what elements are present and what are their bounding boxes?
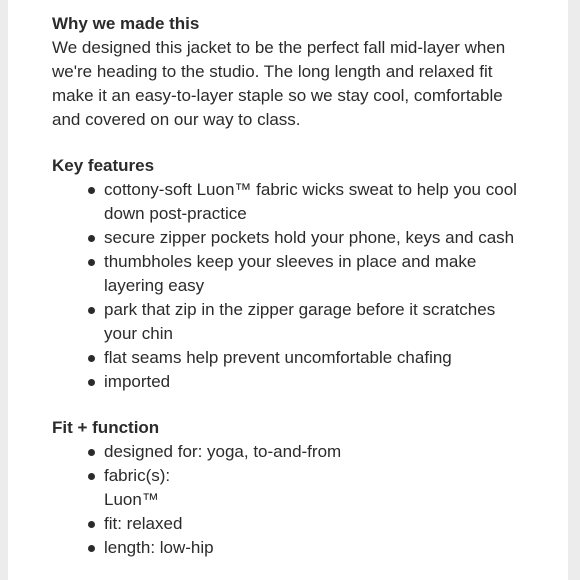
feature-line: secure zipper pockets hold your phone, keys and cash xyxy=(104,228,515,247)
key-features-list xyxy=(52,178,558,394)
fit-item xyxy=(52,440,558,464)
fit-item xyxy=(52,512,558,536)
feature-line: imported xyxy=(104,372,171,391)
feature-line: flat seams help prevent uncomfortable chafing xyxy=(104,348,452,367)
feature-line: park that zip in the zipper garage before it scratches xyxy=(104,300,496,319)
feature-item xyxy=(52,226,558,250)
feature-item xyxy=(52,178,558,226)
product-description-panel xyxy=(8,0,568,580)
feature-item xyxy=(52,370,558,394)
why-we-made-this-paragraph xyxy=(52,36,558,132)
fit-line: fabric(s): xyxy=(104,466,171,485)
feature-line: your chin xyxy=(104,324,173,343)
why-we-made-this-heading: Why we made this xyxy=(52,14,200,33)
feature-item xyxy=(52,250,558,298)
section-spacer xyxy=(52,394,558,416)
paragraph-line: and covered on our way to class. xyxy=(52,110,301,129)
feature-line: thumbholes keep your sleeves in place and make xyxy=(104,252,477,271)
feature-line: layering easy xyxy=(104,276,205,295)
fit-line: length: low-hip xyxy=(104,538,214,557)
paragraph-line: make it an easy-to-layer staple so we stay cool, comfortable xyxy=(52,86,503,105)
section-spacer xyxy=(52,132,558,154)
fit-line: Luon™ xyxy=(104,490,159,509)
fit-line: fit: relaxed xyxy=(104,514,183,533)
feature-line: down post-practice xyxy=(104,204,247,223)
description-content xyxy=(52,12,558,560)
paragraph-line: we're heading to the studio. The long length and relaxed fit xyxy=(52,62,493,81)
fit-item xyxy=(52,464,558,512)
fit-function-heading: Fit + function xyxy=(52,418,160,437)
key-features-heading: Key features xyxy=(52,156,155,175)
feature-item xyxy=(52,298,558,346)
fit-line: designed for: yoga, to-and-from xyxy=(104,442,342,461)
feature-line: cottony-soft Luon™ fabric wicks sweat to help you cool xyxy=(104,180,517,199)
fit-item xyxy=(52,536,558,560)
fit-function-list xyxy=(52,440,558,560)
feature-item xyxy=(52,346,558,370)
paragraph-line: We designed this jacket to be the perfect fall mid-layer when xyxy=(52,38,506,57)
